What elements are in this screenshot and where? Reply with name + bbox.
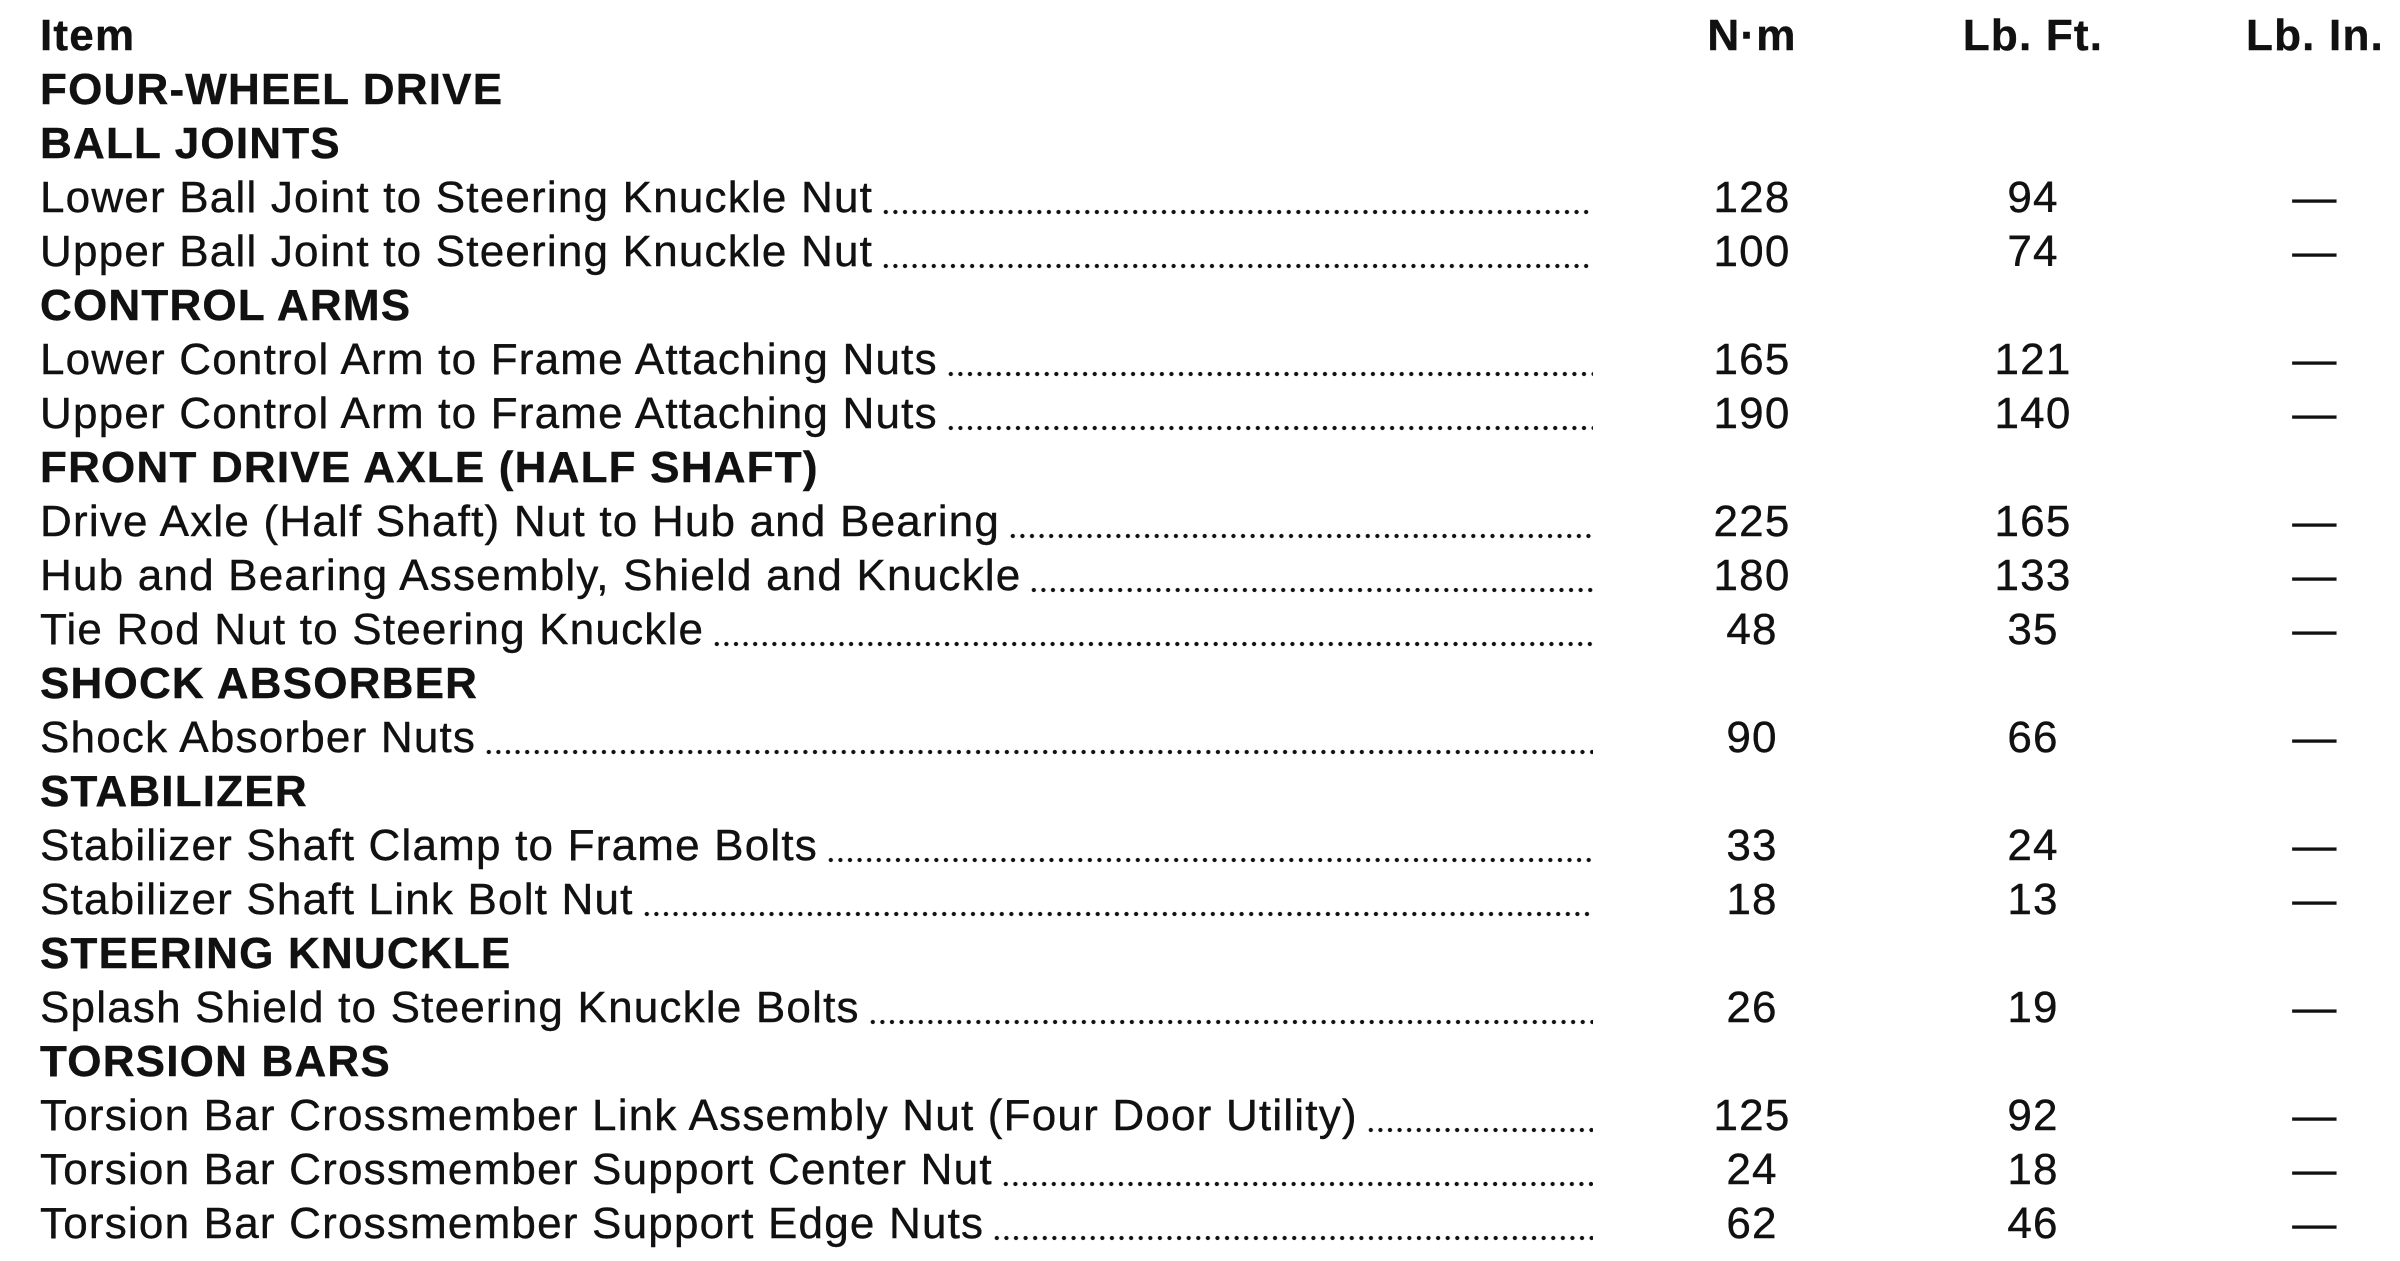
spec-row [0,819,2400,873]
dot-leader [826,819,1593,873]
nm-value: 225 [1713,497,1791,546]
dot-leader [1008,495,1593,549]
lb-in-value: — [2292,1199,2338,1248]
nm-value: 18 [1726,875,1778,924]
nm-value: 190 [1713,389,1791,438]
section-title: CONTROL ARMS [40,281,412,330]
spec-row [0,387,2400,441]
spec-row [0,873,2400,927]
lb-in-value: — [2292,497,2338,546]
section-title: STABILIZER [40,767,308,816]
section-heading [0,927,2400,981]
nm-value: 26 [1726,983,1778,1032]
dot-leader [992,1197,1593,1251]
item-label: Torsion Bar Crossmember Support Center Nut [40,1145,993,1194]
section-heading [0,657,2400,711]
lb-ft-value: 24 [2007,821,2059,870]
nm-value: 48 [1726,605,1778,654]
item-label: Hub and Bearing Assembly, Shield and Knuckle [40,551,1022,600]
section-heading [0,1035,2400,1089]
lb-in-value: — [2292,173,2338,222]
item-label: Upper Ball Joint to Steering Knuckle Nut [40,227,874,276]
lb-ft-value: 140 [1994,389,2072,438]
nm-value: 165 [1713,335,1791,384]
column-header-item: Item [40,11,136,60]
spec-row [0,981,2400,1035]
item-label: Stabilizer Shaft Link Bolt Nut [40,875,634,924]
lb-ft-value: 121 [1994,335,2072,384]
lb-in-value: — [2292,821,2338,870]
column-header-lb-ft: Lb. Ft. [1962,11,2104,60]
dot-leader [642,873,1593,927]
lb-ft-value: 74 [2007,227,2059,276]
spec-row [0,1089,2400,1143]
spec-row [0,333,2400,387]
item-cell [40,981,1593,1035]
dot-leader [946,387,1593,441]
section-title: TORSION BARS [40,1037,391,1086]
lb-in-value: — [2292,1145,2338,1194]
nm-value: 62 [1726,1199,1778,1248]
spec-row [0,495,2400,549]
lb-in-value: — [2292,551,2338,600]
item-label: Lower Control Arm to Frame Attaching Nuts [40,335,938,384]
item-cell [40,1143,1593,1197]
lb-ft-value: 35 [2007,605,2059,654]
section-heading [0,765,2400,819]
item-label: Shock Absorber Nuts [40,713,477,762]
dot-leader [1001,1143,1593,1197]
nm-value: 180 [1713,551,1791,600]
lb-ft-value: 46 [2007,1199,2059,1248]
dot-leader [484,711,1593,765]
lb-in-value: — [2292,389,2338,438]
spec-row [0,549,2400,603]
spec-row [0,1197,2400,1251]
lb-ft-value: 13 [2007,875,2059,924]
spec-row [0,1143,2400,1197]
item-cell [40,171,1593,225]
dot-leader [712,603,1593,657]
spec-row [0,171,2400,225]
item-cell [40,873,1593,927]
item-cell [40,495,1593,549]
section-title: BALL JOINTS [40,119,341,168]
item-label: Stabilizer Shaft Clamp to Frame Bolts [40,821,819,870]
dot-leader [946,333,1593,387]
item-cell [40,711,1593,765]
item-cell [40,1089,1593,1143]
lb-in-value: — [2292,713,2338,762]
dot-leader [1366,1089,1593,1143]
dot-leader [1029,549,1593,603]
section-heading [0,441,2400,495]
table-header [0,9,2400,63]
dot-leader [881,225,1593,279]
lb-in-value: — [2292,875,2338,924]
item-label: Lower Ball Joint to Steering Knuckle Nut [40,173,874,222]
item-cell [40,225,1593,279]
lb-in-value: — [2292,227,2338,276]
nm-value: 90 [1726,713,1778,762]
section-heading [0,279,2400,333]
lb-ft-value: 133 [1994,551,2072,600]
lb-ft-value: 18 [2007,1145,2059,1194]
item-label: Tie Rod Nut to Steering Knuckle [40,605,705,654]
nm-value: 125 [1713,1091,1791,1140]
section-heading [0,117,2400,171]
nm-value: 24 [1726,1145,1778,1194]
item-cell [40,333,1593,387]
lb-in-value: — [2292,983,2338,1032]
nm-value: 100 [1713,227,1791,276]
item-cell [40,549,1593,603]
nm-value: 33 [1726,821,1778,870]
lb-in-value: — [2292,605,2338,654]
column-header-lb-in: Lb. In. [2246,11,2384,60]
section-title: STEERING KNUCKLE [40,929,512,978]
item-label: Splash Shield to Steering Knuckle Bolts [40,983,860,1032]
item-label: Drive Axle (Half Shaft) Nut to Hub and Bearing [40,497,1001,546]
lb-ft-value: 19 [2007,983,2059,1032]
spec-row [0,711,2400,765]
item-label: Torsion Bar Crossmember Support Edge Nuts [40,1199,985,1248]
section-title: SHOCK ABSORBER [40,659,479,708]
item-cell [40,603,1593,657]
item-cell [40,1197,1593,1251]
item-cell [40,387,1593,441]
section-title: FRONT DRIVE AXLE (HALF SHAFT) [40,443,819,492]
lb-ft-value: 66 [2007,713,2059,762]
item-label: Upper Control Arm to Frame Attaching Nuts [40,389,938,438]
lb-ft-value: 94 [2007,173,2059,222]
nm-value: 128 [1713,173,1791,222]
item-label: Torsion Bar Crossmember Link Assembly Nut (Four Door Utility) [40,1091,1358,1140]
dot-leader [868,981,1593,1035]
lb-ft-value: 165 [1994,497,2072,546]
dot-leader [881,171,1593,225]
group-title: FOUR-WHEEL DRIVE [40,65,504,114]
spec-row [0,603,2400,657]
item-cell [40,819,1593,873]
lb-in-value: — [2292,1091,2338,1140]
lb-ft-value: 92 [2007,1091,2059,1140]
group-heading [0,63,2400,117]
column-header-nm: N·m [1707,11,1797,60]
lb-in-value: — [2292,335,2338,384]
spec-row [0,225,2400,279]
